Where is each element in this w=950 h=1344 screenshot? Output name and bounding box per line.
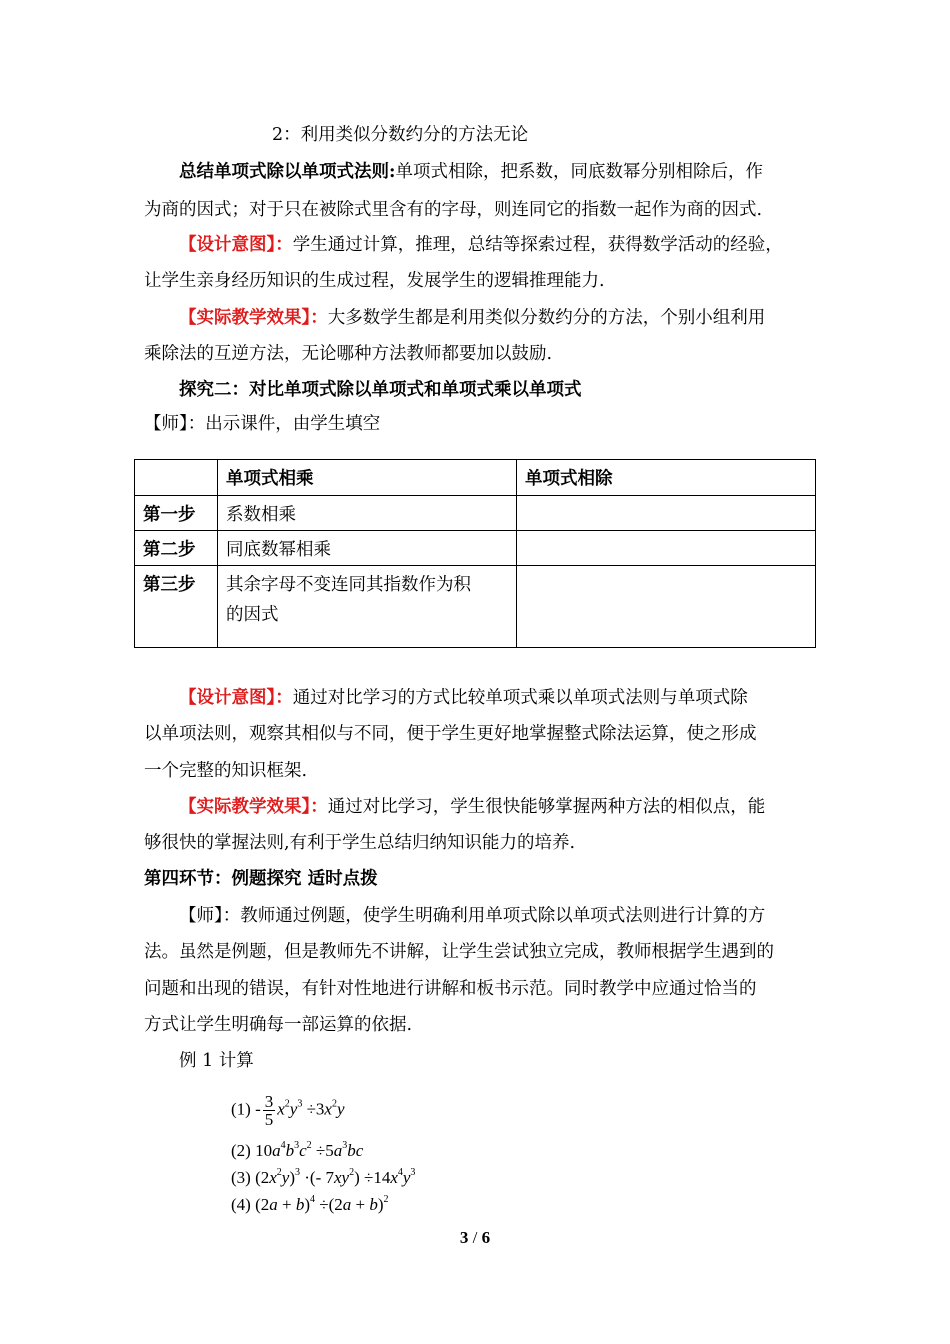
table-row bbox=[135, 531, 816, 566]
design-intent-1-line2: 让学生亲身经历知识的生成过程，发展学生的逻辑推理能力. bbox=[144, 271, 605, 291]
design-intent-text: 学生通过计算，推理，总结等探索过程，获得数学活动的经验， bbox=[292, 235, 783, 255]
design-intent-1 bbox=[179, 234, 783, 256]
table-header-multiply: 单项式相乘 bbox=[218, 460, 517, 496]
table-row bbox=[135, 496, 816, 531]
summary-rule-line1 bbox=[179, 161, 763, 183]
table-header-divide: 单项式相除 bbox=[517, 460, 816, 496]
multiply-cell-line2: 的因式 bbox=[226, 605, 279, 625]
design-intent-label: 【设计意图】： bbox=[179, 235, 293, 255]
page-total: 6 bbox=[481, 1228, 491, 1247]
step-cell: 第二步 bbox=[135, 531, 218, 566]
page-separator: / bbox=[468, 1228, 482, 1247]
teacher-note-line1 bbox=[179, 905, 765, 927]
table-row bbox=[135, 566, 816, 648]
teacher-note-line3: 问题和出现的错误，有针对性地进行讲解和板书示范。同时教学中应通过恰当的 bbox=[144, 979, 757, 999]
math-expression-2: (2) $10a^4b^3c^2 \div 5a^3bc$ bbox=[231, 1140, 364, 1160]
divide-cell bbox=[517, 566, 816, 648]
design-intent-2 bbox=[179, 687, 748, 709]
teacher-note-line4: 方式让学生明确每一部运算的依据. bbox=[144, 1015, 413, 1035]
design-intent-label: 【设计意图】： bbox=[179, 688, 293, 708]
teaching-effect-1-line2: 乘除法的互逆方法，无论哪种方法教师都要加以鼓励. bbox=[144, 344, 553, 364]
summary-rule-label: 总结单项式除以单项式法则: bbox=[179, 162, 396, 182]
summary-rule-text: 单项式相除，把系数，同底数幂分别相除后，作 bbox=[395, 162, 763, 182]
explore-two-heading: 探究二：对比单项式除以单项式和单项式乘以单项式 bbox=[179, 380, 582, 400]
teaching-effect-label: 【实际教学效果】： bbox=[179, 308, 328, 328]
teaching-effect-1 bbox=[179, 307, 765, 329]
page-current: 3 bbox=[459, 1228, 469, 1247]
table-header-row bbox=[135, 460, 816, 496]
teaching-effect-text: 大多数学生都是利用类似分数约分的方法，个别小组利用 bbox=[327, 308, 766, 328]
page-number bbox=[0, 1228, 950, 1248]
method-note: 2：利用类似分数约分的方法无论 bbox=[272, 125, 529, 145]
summary-rule-line2: 为商的因式；对于只在被除式里含有的字母，则连同它的指数一起作为商的因式. bbox=[144, 200, 763, 220]
teacher-note-text: 教师通过例题，使学生明确利用单项式除以单项式法则进行计算的方 bbox=[240, 906, 766, 926]
divide-cell bbox=[517, 531, 816, 566]
section-four-heading: 第四环节：例题探究 适时点拨 bbox=[144, 869, 378, 889]
teaching-effect-2 bbox=[179, 796, 765, 818]
teaching-effect-label: 【实际教学效果】： bbox=[179, 797, 328, 817]
teacher-note-label: 【师】： bbox=[179, 906, 241, 926]
fraction: $\frac{3}{5}$ bbox=[264, 1092, 274, 1129]
divide-cell bbox=[517, 496, 816, 531]
comparison-table bbox=[134, 459, 816, 648]
design-intent-text: 通过对比学习的方式比较单项式乘以单项式法则与单项式除 bbox=[292, 688, 748, 708]
multiply-cell: 同底数幂相乘 bbox=[218, 531, 517, 566]
teaching-effect-text: 通过对比学习，学生很快能够掌握两种方法的相似点，能 bbox=[327, 797, 766, 817]
teacher-instruction: 【师】：出示课件，由学生填空 bbox=[144, 414, 381, 434]
design-intent-2-line2: 以单项法则，观察其相似与不同，便于学生更好地掌握整式除法运算，使之形成 bbox=[144, 724, 757, 744]
math-expression-1: (1) - $\frac{3}{5}$ $x^2y^3 \div 3x^2y$ bbox=[231, 1092, 345, 1129]
table-header-empty bbox=[135, 460, 218, 496]
example-title: 例 1 计算 bbox=[179, 1051, 254, 1071]
math-expression-4: (4) $(2a + b)^4 \div(2a + b)^2$ bbox=[231, 1194, 389, 1214]
teacher-note-line2: 法。虽然是例题，但是教师先不讲解，让学生尝试独立完成，教师根据学生遇到的 bbox=[144, 942, 774, 962]
math-expression-3: (3) $(2x^2y)^3$ ·(- $7xy^2) \div 14x^4y^3$ bbox=[231, 1167, 416, 1187]
multiply-cell-line1: 其余字母不变连同其指数作为积 bbox=[226, 575, 471, 595]
teaching-effect-2-line2: 够很快的掌握法则,有利于学生总结归纳知识能力的培养. bbox=[144, 833, 576, 853]
step-cell: 第三步 bbox=[135, 566, 218, 648]
design-intent-2-line3: 一个完整的知识框架. bbox=[144, 761, 308, 781]
step-cell: 第一步 bbox=[135, 496, 218, 531]
multiply-cell bbox=[218, 566, 517, 648]
multiply-cell: 系数相乘 bbox=[218, 496, 517, 531]
